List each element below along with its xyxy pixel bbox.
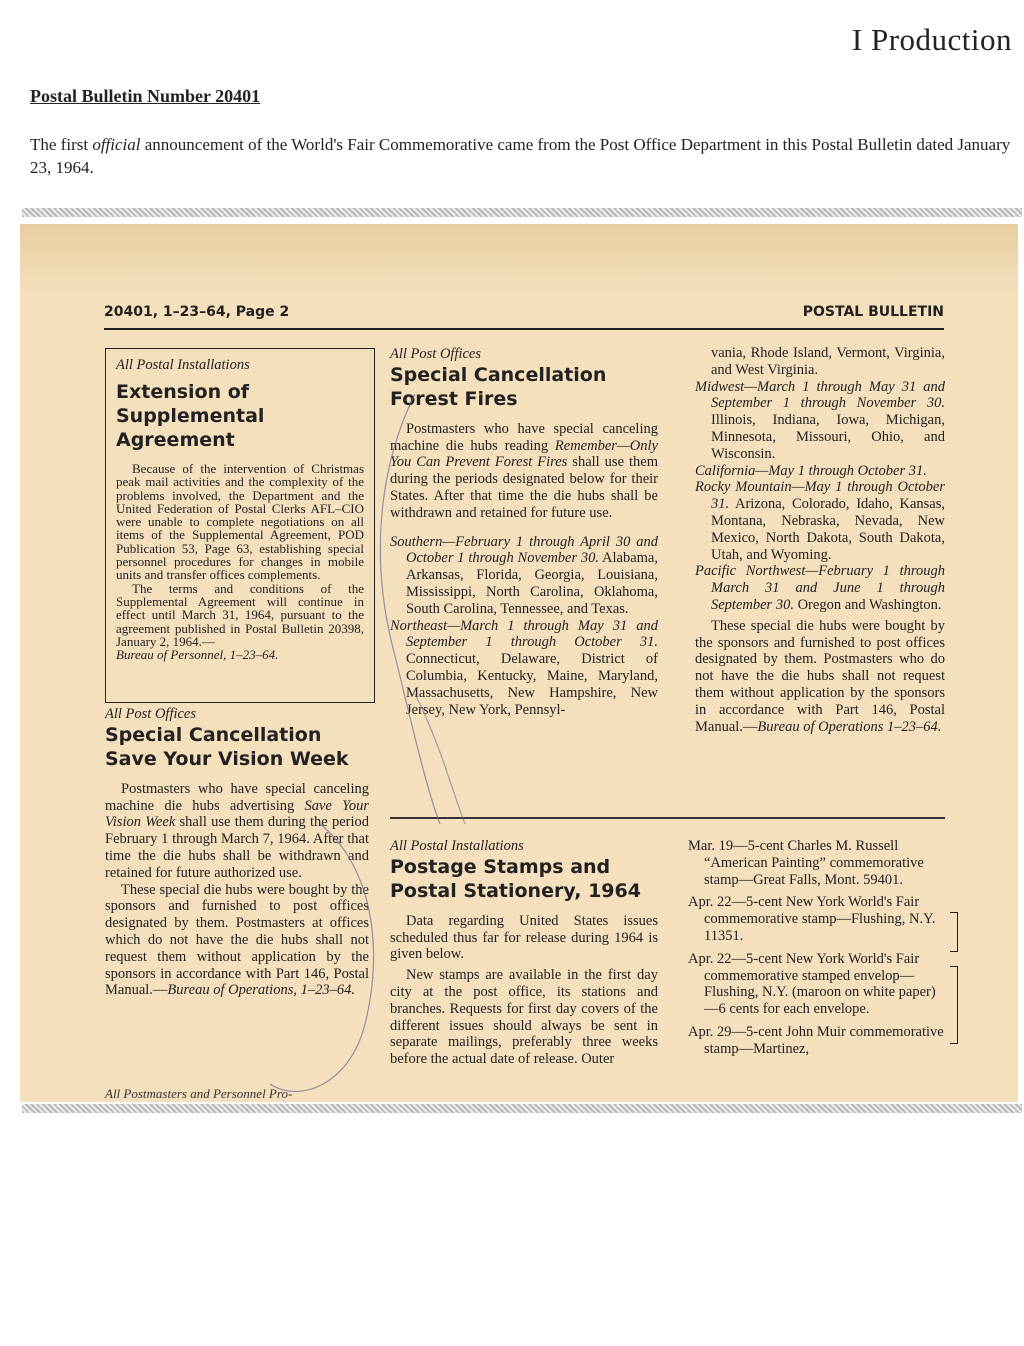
text-run: Postmasters who have special canceling machine die hubs reading: [390, 420, 658, 454]
border-strip-bottom: [22, 1104, 1022, 1113]
article-category: All Postal Installations: [116, 357, 250, 373]
region-states: Oregon and Washington.: [793, 596, 942, 613]
bulletin-clipping: [20, 224, 1018, 1102]
article-category: All Post Offices: [105, 706, 197, 722]
article-title: Special Cancellation Forest Fires: [390, 363, 607, 410]
text-run: These special die hubs were bought by the sponsors and furnished to post offices designated by them. Postmasters at offices which do not have the die hubs shall not request them without application by the sponsors in accordance with Part 146, Postal Manual.—: [105, 881, 369, 999]
article-paragraph: [390, 421, 658, 522]
region-period: Northeast—March 1 through May 31 and September 1 through October 31.: [390, 617, 658, 651]
vision-week-article: [105, 706, 369, 999]
continued-text: vania, Rhode Island, Vermont, Virginia, and West Virginia.: [711, 345, 945, 378]
handwritten-bracket: [950, 912, 958, 952]
region-states: Illinois, Indiana, Iowa, Michigan, Minnesota, Missouri, Ohio, and Wisconsin.: [711, 412, 945, 462]
bulletin-issue: 20401, 1–23–64, Page 2: [104, 304, 290, 320]
bulletin-masthead: POSTAL BULLETIN: [802, 304, 944, 320]
text-emphasis: Remember—Only You Can Prevent Forest Fires: [390, 437, 658, 471]
supplemental-agreement-box: [105, 348, 375, 703]
article-paragraph: New stamps are available in the first day city at the post office, its stations and branches. Requests for first day covers of the different issues should always be sent in separate mailings, preferably three weeks before the actual date of release. Outer: [390, 967, 658, 1068]
region-period: Rocky Mountain—May 1 through October 31.: [695, 479, 945, 513]
article-paragraph: The terms and conditions of the Supplemental Agreement will continue in effect until March 31, 1964, pursuant to the agreement published in Postal Bulletin 20398, January 2, 1964.—: [116, 580, 364, 649]
region-entry: [695, 463, 945, 480]
section-divider: [390, 817, 945, 819]
page-heading: Postal Bulletin Number 20401: [30, 86, 261, 106]
article-paragraph: Because of the intervention of Christmas peak mail activities and the complexity of the problems involved, the Department and the United Federation of Postal Clerks AFL–CIO were unable to complete negotiations on all items of the Supplemental Agreement, POD Publication 53, Page 63, establishing special personnel procedures for changes in mobile units and transfer offices complements.: [116, 461, 364, 583]
article-title: Extension of Supplemental Agreement: [116, 381, 265, 451]
region-entry: [695, 379, 945, 463]
region-states: Arizona, Colorado, Idaho, Kansas, Montana, Nebraska, Nevada, New Mexico, North Dakota, South Dakota, Utah, and Wyoming.: [711, 496, 945, 563]
region-period: California—May 1 through October 31.: [695, 462, 927, 479]
region-entry: [390, 618, 658, 719]
text-run: shall use them during the period February 1 through March 7, 1964. After that time the die hubs shall be withdrawn and retained for future authorized use.: [105, 814, 369, 881]
stationery-article: [390, 838, 658, 1068]
article-title: Postage Stamps and Postal Stationery, 1964: [390, 855, 641, 902]
region-period: Southern—February 1 through April 30 and October 1 through November 30.: [390, 533, 658, 567]
text-emphasis: Save Your Vision Week: [105, 797, 369, 831]
article-category: All Post Offices: [390, 346, 482, 362]
text-run: shall use them during the periods designated below for their States. After that time the die hubs shall be withdrawn and retained for future use.: [390, 454, 658, 521]
border-strip-top: [22, 208, 1022, 217]
bulletin-header: [104, 304, 944, 324]
article-signature: Bureau of Personnel, 1–23–64.: [116, 647, 279, 663]
region-period: Midwest—March 1 through May 31 and September 1 through November 30.: [695, 378, 945, 412]
schedule-entry: Apr. 22—5-cent New York World's Fair commemorative stamped envelop—Flushing, N.Y. (maroon on white paper)—6 cents for each envelope.: [688, 950, 936, 1018]
stamp-schedule: [688, 838, 945, 1062]
forest-fires-article: [390, 346, 658, 718]
intro-text: [30, 133, 1015, 179]
schedule-entry: Apr. 22—5-cent New York World's Fair commemorative stamp—Flushing, N.Y. 11351.: [688, 894, 936, 944]
forest-fires-continued: [695, 345, 945, 735]
region-period: Pacific Northwest—February 1 through March 31 and June 1 through September 30.: [695, 563, 945, 613]
article-category: All Postal Installations: [390, 838, 524, 854]
handwritten-bracket: [950, 966, 958, 1044]
region-states: Alabama, Arkansas, Florida, Georgia, Louisiana, Mississippi, North Carolina, Oklahoma, South Carolina, Tennessee, and Texas.: [406, 550, 658, 617]
article-signature: Bureau of Operations 1–23–64.: [757, 718, 942, 735]
article-paragraph: [695, 618, 945, 736]
page-header: I Production: [851, 22, 1012, 57]
article-paragraph: [105, 781, 369, 882]
text-run: These special die hubs were bought by the sponsors and furnished to post offices designated by them. Postmasters who do not have the die hubs shall not request them without application by the sponsors in accordance with Part 146, Postal Manual.—: [695, 617, 945, 735]
text-run: Postmasters who have special canceling machine die hubs advertising: [105, 780, 369, 814]
intro-part: The first: [30, 135, 93, 154]
schedule-entry: Apr. 29—5-cent John Muir commemorative stamp—Martinez,: [688, 1023, 944, 1057]
region-entry: [390, 534, 658, 618]
article-signature: Bureau of Operations, 1–23–64.: [167, 982, 355, 999]
region-states: Connecticut, Delaware, District of Columbia, Kentucky, Maine, Maryland, Massachusetts, New Hampshire, New Jersey, New York, Pennsyl-: [406, 651, 658, 718]
article-title: Special Cancellation Save Your Vision Week: [105, 723, 349, 770]
intro-part: announcement of the World's Fair Commemorative came from the Post Office Department in this Postal Bulletin dated January 23, 1964.: [30, 135, 1011, 177]
header-rule: [104, 328, 944, 330]
schedule-entry: Mar. 19—5-cent Charles M. Russell “American Painting” commemorative stamp—Great Falls, Mont. 59401.: [688, 838, 924, 888]
region-entry: [695, 479, 945, 563]
article-paragraph: [105, 882, 369, 1000]
intro-emphasis: official: [92, 135, 141, 154]
cutoff-line: All Postmasters and Personnel Pro-: [105, 1086, 293, 1101]
region-entry: [695, 563, 945, 613]
article-paragraph: Data regarding United States issues scheduled thus far for release during 1964 is given below.: [390, 912, 658, 963]
